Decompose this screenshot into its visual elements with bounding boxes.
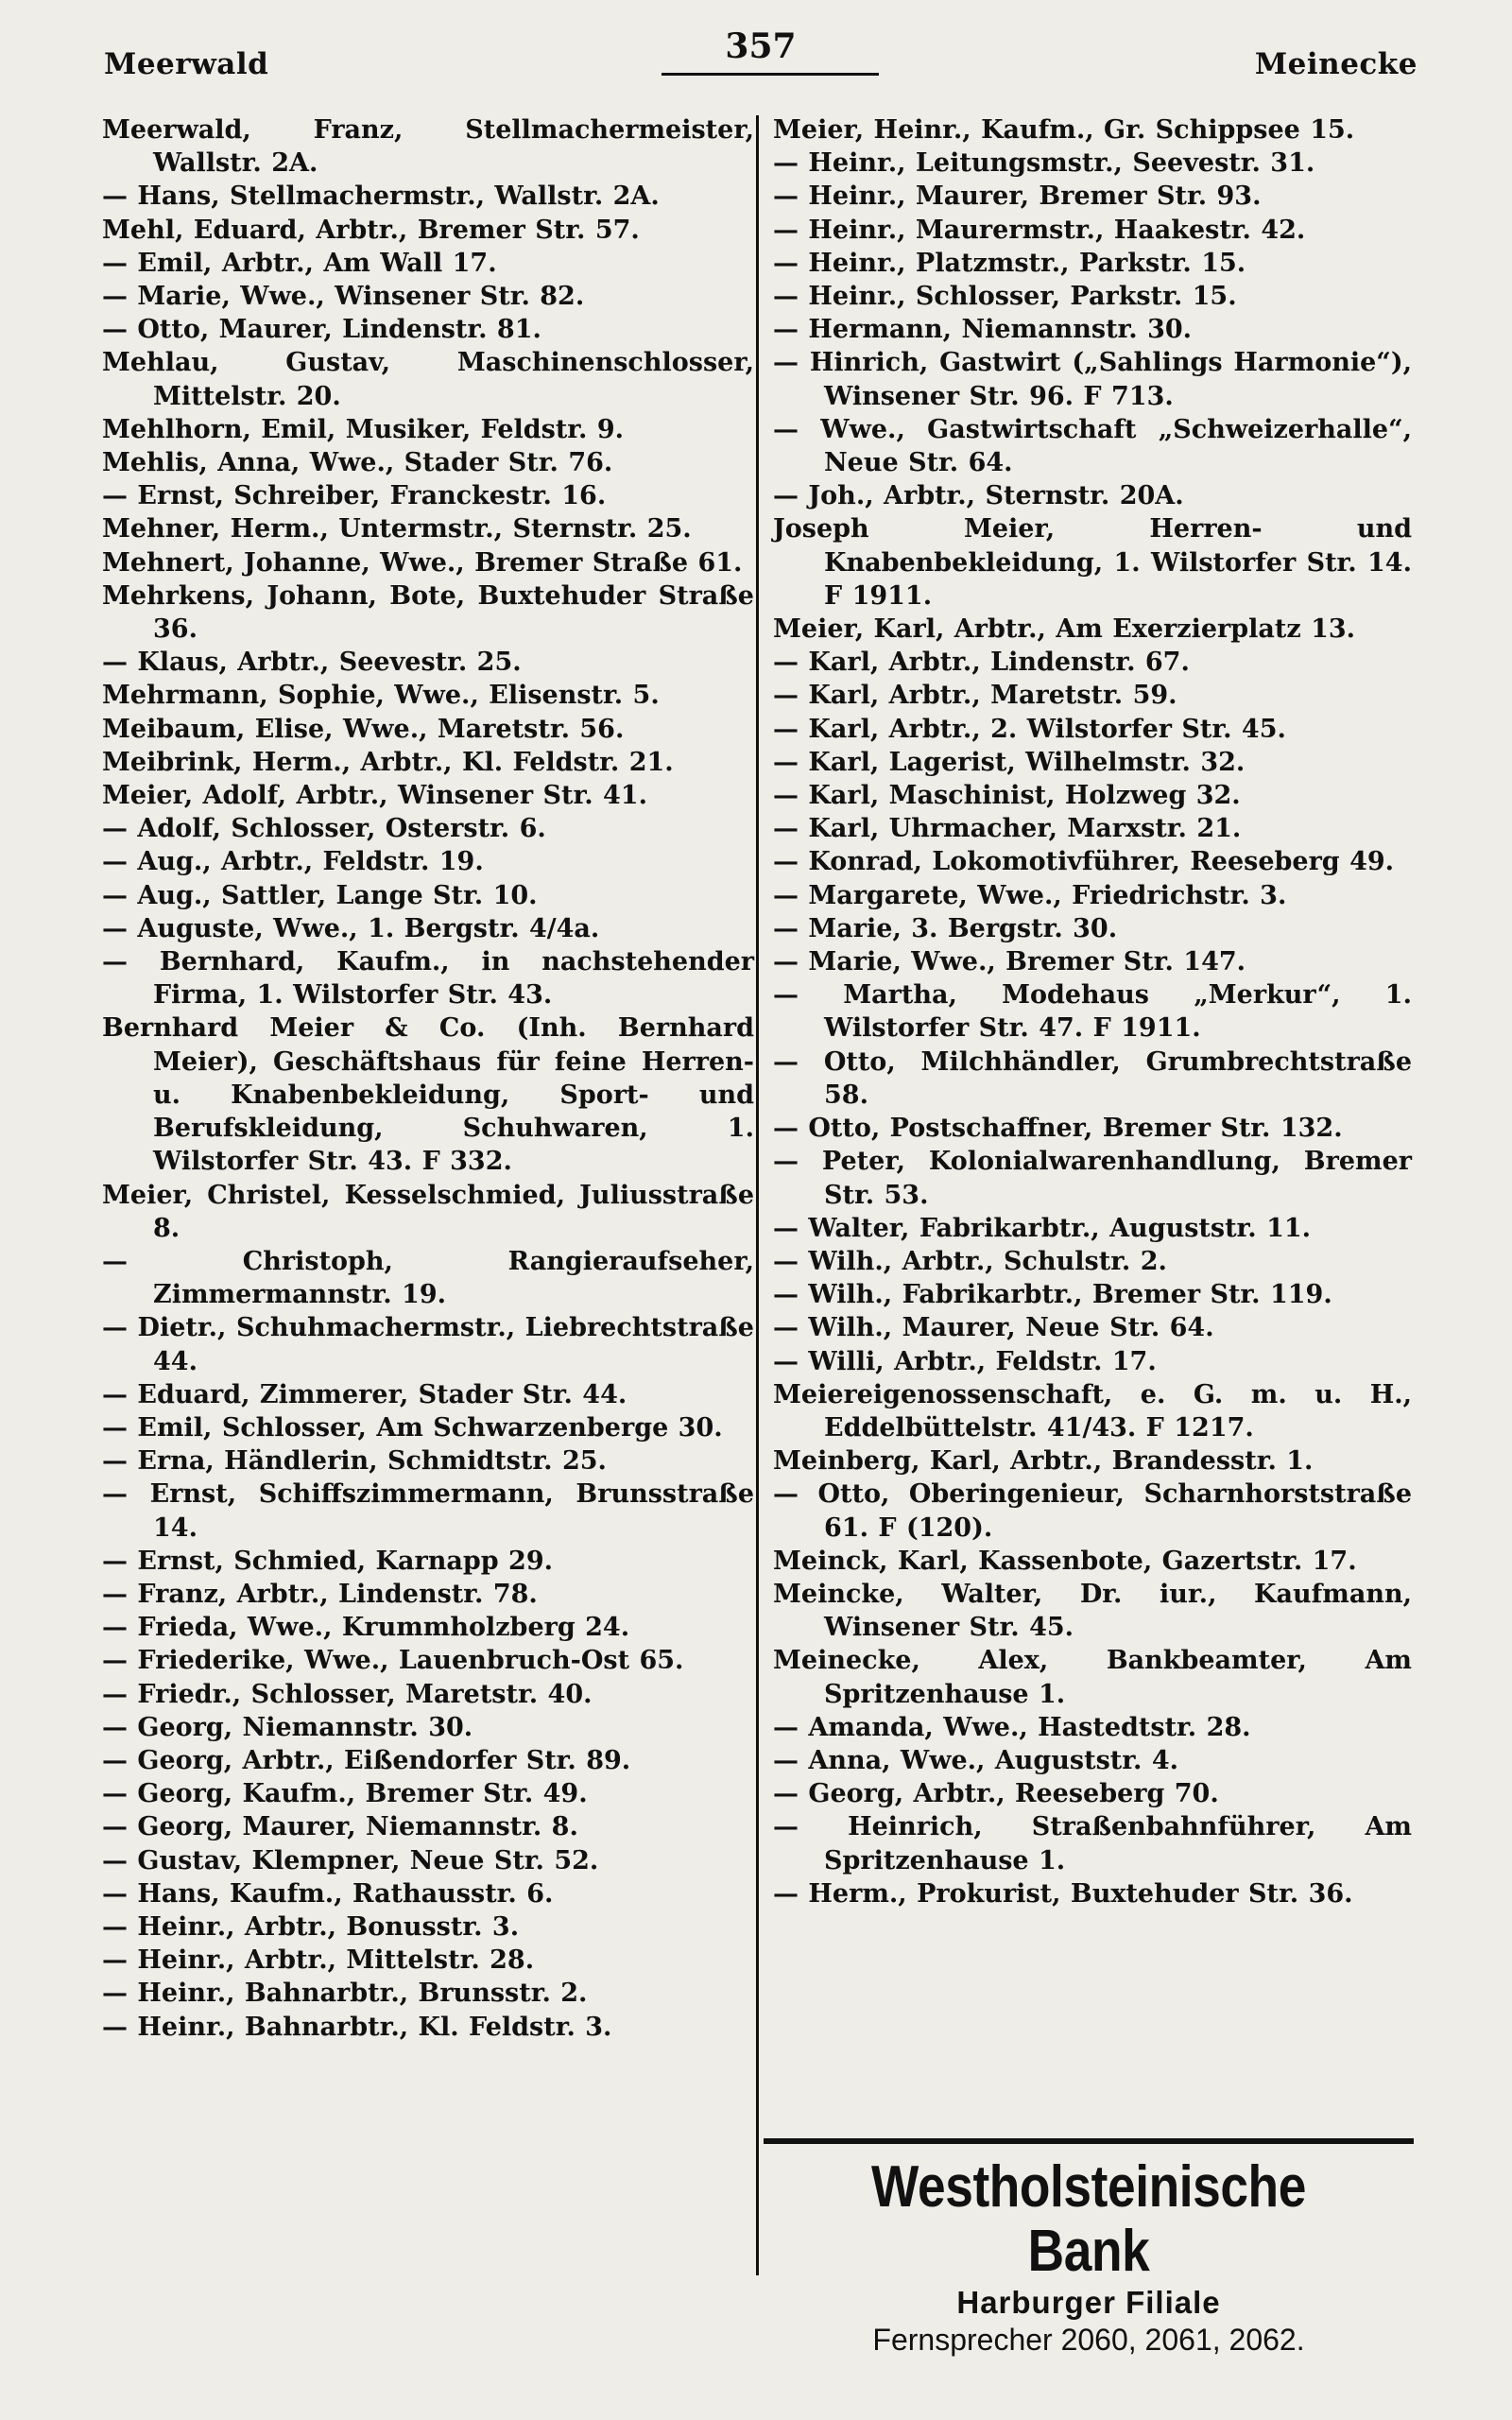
directory-entry: Meibrink, Herm., Arbtr., Kl. Feldstr. 21. bbox=[102, 747, 674, 777]
directory-entry: — Konrad, Lokomotivführer, Reeseberg 49. bbox=[773, 847, 1395, 877]
directory-entry: — Ernst, Schmied, Karnapp 29. bbox=[102, 1546, 554, 1576]
directory-entry: Meier, Adolf, Arbtr., Winsener Str. 41. bbox=[102, 781, 647, 811]
directory-entry: — Frieda, Wwe., Krummholzberg 24. bbox=[102, 1613, 630, 1643]
directory-entry: — Adolf, Schlosser, Osterstr. 6. bbox=[102, 814, 546, 844]
directory-entry: — Joh., Arbtr., Sternstr. 20A. bbox=[773, 481, 1184, 511]
directory-entry: — Karl, Maschinist, Holzweg 32. bbox=[773, 781, 1241, 811]
directory-entry: — Ernst, Schreiber, Franckestr. 16. bbox=[102, 481, 607, 511]
directory-entry: — Margarete, Wwe., Friedrichstr. 3. bbox=[773, 880, 1287, 910]
directory-entry: Mehner, Herm., Untermstr., Sternstr. 25. bbox=[102, 514, 692, 544]
directory-entry: — Georg, Niemannstr. 30. bbox=[102, 1712, 473, 1742]
directory-entry: — Hermann, Niemannstr. 30. bbox=[773, 315, 1193, 345]
directory-entry: Joseph Meier, Herren- und Knabenbekleidung, 1. Wilstorfer Str. 14. F 1911. bbox=[773, 514, 1412, 611]
directory-entry: — Emil, Schlosser, Am Schwarzenberge 30. bbox=[102, 1412, 723, 1443]
directory-entry: Meinck, Karl, Kassenbote, Gazertstr. 17. bbox=[773, 1546, 1357, 1576]
directory-entry: — Marie, Wwe., Bremer Str. 147. bbox=[773, 947, 1246, 977]
directory-entry: — Karl, Lagerist, Wilhelmstr. 32. bbox=[773, 747, 1246, 777]
directory-entry: — Georg, Arbtr., Reeseberg 70. bbox=[773, 1779, 1219, 1809]
directory-entry: — Otto, Oberingenieur, Scharnhorststraße 61. F (120). bbox=[773, 1479, 1412, 1543]
directory-entry: — Georg, Maurer, Niemannstr. 8. bbox=[102, 1812, 578, 1842]
directory-entry: Meerwald, Franz, Stellmachermeister, Wallstr. 2A. bbox=[102, 115, 754, 179]
directory-entry: — Gustav, Klempner, Neue Str. 52. bbox=[102, 1845, 599, 1876]
directory-entry: Mehl, Eduard, Arbtr., Bremer Str. 57. bbox=[102, 215, 640, 245]
directory-entry: — Eduard, Zimmerer, Stader Str. 44. bbox=[102, 1379, 627, 1409]
directory-entry: — Wwe., Gastwirtschaft „Schweizerhalle“, Neue Str. 64. bbox=[773, 414, 1412, 478]
advertisement-rule bbox=[764, 2138, 1414, 2144]
directory-entry: — Friederike, Wwe., Lauenbruch-Ost 65. bbox=[102, 1646, 684, 1676]
directory-entry: Meincke, Walter, Dr. iur., Kaufmann, Winsener Str. 45. bbox=[773, 1579, 1412, 1643]
directory-entry: Bernhard Meier & Co. (Inh. Bernhard Meier), Geschäftshaus für feine Herren- u. Knabenbekleidung, Sport- und Berufskleidung, Schuhwaren, 1. Wilstorfer Str. 43. F 332. bbox=[102, 1013, 754, 1177]
directory-entry: — Heinrich, Straßenbahnführer, Am Spritzenhause 1. bbox=[773, 1812, 1412, 1876]
directory-entry: — Karl, Arbtr., Maretstr. 59. bbox=[773, 681, 1177, 711]
page-header bbox=[104, 26, 1418, 93]
directory-entry: — Aug., Arbtr., Feldstr. 19. bbox=[102, 847, 484, 877]
directory-entry: — Otto, Maurer, Lindenstr. 81. bbox=[102, 315, 541, 345]
directory-entry: — Dietr., Schuhmachermstr., Liebrechtstraße 44. bbox=[102, 1313, 754, 1376]
header-rule bbox=[662, 73, 879, 76]
directory-entry: — Klaus, Arbtr., Seevestr. 25. bbox=[102, 648, 522, 678]
column-divider bbox=[756, 115, 759, 2275]
directory-entry: — Franz, Arbtr., Lindenstr. 78. bbox=[102, 1579, 538, 1609]
advertisement-phone: Fernsprecher 2060, 2061, 2062. bbox=[872, 2323, 1305, 2357]
directory-entry: — Georg, Arbtr., Eißendorfer Str. 89. bbox=[102, 1745, 631, 1775]
directory-entry: Mehnert, Johanne, Wwe., Bremer Straße 61. bbox=[102, 547, 743, 578]
advertisement-bank-name: Westholsteinische Bank bbox=[871, 2154, 1306, 2284]
directory-entry: — Martha, Modehaus „Merkur“, 1. Wilstorfer Str. 47. F 1911. bbox=[773, 980, 1412, 1044]
directory-entry: Meiereigenossenschaft, e. G. m. u. H., Eddelbüttelstr. 41/43. F 1217. bbox=[773, 1379, 1412, 1443]
directory-entry: — Friedr., Schlosser, Maretstr. 40. bbox=[102, 1679, 593, 1709]
directory-entry: Meinecke, Alex, Bankbeamter, Am Spritzenhause 1. bbox=[773, 1646, 1412, 1709]
directory-entry: — Amanda, Wwe., Hastedtstr. 28. bbox=[773, 1712, 1251, 1742]
directory-entry: — Bernhard, Kaufm., in nachstehender Firma, 1. Wilstorfer Str. 43. bbox=[102, 947, 754, 1011]
directory-entry: — Erna, Händlerin, Schmidtstr. 25. bbox=[102, 1446, 607, 1477]
header-first-entry: Meerwald bbox=[104, 47, 269, 81]
directory-entry: Mehlis, Anna, Wwe., Stader Str. 76. bbox=[102, 448, 613, 478]
directory-entry: — Marie, Wwe., Winsener Str. 82. bbox=[102, 282, 585, 312]
directory-entry: Meinberg, Karl, Arbtr., Brandesstr. 1. bbox=[773, 1446, 1314, 1477]
directory-entry: — Walter, Fabrikarbtr., Auguststr. 11. bbox=[773, 1213, 1312, 1243]
directory-entry: — Karl, Arbtr., Lindenstr. 67. bbox=[773, 648, 1190, 678]
directory-entry: Meibaum, Elise, Wwe., Maretstr. 56. bbox=[102, 714, 625, 744]
directory-entry: — Otto, Milchhändler, Grumbrechtstraße 58. bbox=[773, 1046, 1412, 1110]
directory-entry: — Wilh., Arbtr., Schulstr. 2. bbox=[773, 1246, 1167, 1276]
left-column bbox=[102, 113, 754, 2044]
directory-entry: — Heinr., Arbtr., Mittelstr. 28. bbox=[102, 1945, 535, 1976]
directory-entry: Mehrmann, Sophie, Wwe., Elisenstr. 5. bbox=[102, 681, 660, 711]
directory-entry: Mehrkens, Johann, Bote, Buxtehuder Straße 36. bbox=[102, 580, 754, 645]
directory-entry: Meier, Heinr., Kaufm., Gr. Schippsee 15. bbox=[773, 115, 1355, 145]
directory-entry: — Wilh., Fabrikarbtr., Bremer Str. 119. bbox=[773, 1280, 1332, 1310]
directory-entry: — Heinr., Leitungsmstr., Seevestr. 31. bbox=[773, 148, 1315, 179]
directory-entry: — Willi, Arbtr., Feldstr. 17. bbox=[773, 1346, 1157, 1376]
directory-entry: Meier, Karl, Arbtr., Am Exerzierplatz 13. bbox=[773, 614, 1356, 645]
page-number: 357 bbox=[725, 26, 797, 66]
advertisement-branch: Harburger Filiale bbox=[956, 2285, 1221, 2320]
directory-entry: — Hinrich, Gastwirt („Sahlings Harmonie“), Winsener Str. 96. F 713. bbox=[773, 348, 1412, 411]
directory-entry: — Aug., Sattler, Lange Str. 10. bbox=[102, 880, 538, 910]
directory-entry: — Heinr., Maurermstr., Haakestr. 42. bbox=[773, 215, 1306, 245]
directory-entry: — Karl, Arbtr., 2. Wilstorfer Str. 45. bbox=[773, 714, 1286, 744]
bank-advertisement bbox=[764, 2138, 1414, 2357]
directory-entry: — Marie, 3. Bergstr. 30. bbox=[773, 913, 1118, 943]
directory-entry: — Hans, Kaufm., Rathausstr. 6. bbox=[102, 1878, 554, 1909]
directory-entry: — Heinr., Schlosser, Parkstr. 15. bbox=[773, 282, 1237, 312]
directory-entry: Meier, Christel, Kesselschmied, Juliusstraße 8. bbox=[102, 1180, 754, 1243]
directory-entry: Mehlau, Gustav, Maschinenschlosser, Mittelstr. 20. bbox=[102, 348, 754, 411]
directory-entry: — Anna, Wwe., Auguststr. 4. bbox=[773, 1745, 1179, 1775]
directory-entry: — Ernst, Schiffszimmermann, Brunsstraße 14. bbox=[102, 1479, 754, 1543]
directory-entry: — Heinr., Platzmstr., Parkstr. 15. bbox=[773, 248, 1246, 278]
directory-entry: — Christoph, Rangieraufseher, Zimmermannstr. 19. bbox=[102, 1246, 754, 1310]
directory-entry: — Wilh., Maurer, Neue Str. 64. bbox=[773, 1313, 1214, 1343]
directory-entry: — Heinr., Bahnarbtr., Kl. Feldstr. 3. bbox=[102, 2012, 612, 2042]
directory-entry: — Heinr., Maurer, Bremer Str. 93. bbox=[773, 182, 1262, 212]
directory-entry: — Emil, Arbtr., Am Wall 17. bbox=[102, 248, 497, 278]
directory-entry: Mehlhorn, Emil, Musiker, Feldstr. 9. bbox=[102, 414, 625, 444]
directory-entry: — Hans, Stellmachermstr., Wallstr. 2A. bbox=[102, 182, 660, 212]
header-last-entry: Meinecke bbox=[1254, 47, 1418, 81]
directory-entry: — Peter, Kolonialwarenhandlung, Bremer Str. 53. bbox=[773, 1147, 1412, 1210]
directory-entry: — Karl, Uhrmacher, Marxstr. 21. bbox=[773, 814, 1242, 844]
right-column bbox=[773, 113, 1412, 1910]
directory-entry: — Otto, Postschaffner, Bremer Str. 132. bbox=[773, 1114, 1343, 1144]
directory-entry: — Georg, Kaufm., Bremer Str. 49. bbox=[102, 1779, 588, 1809]
directory-entry: — Heinr., Bahnarbtr., Brunsstr. 2. bbox=[102, 1979, 588, 2009]
directory-entry: — Auguste, Wwe., 1. Bergstr. 4/4a. bbox=[102, 913, 600, 943]
directory-entry: — Heinr., Arbtr., Bonusstr. 3. bbox=[102, 1911, 520, 1942]
directory-entry: — Herm., Prokurist, Buxtehuder Str. 36. bbox=[773, 1878, 1353, 1909]
